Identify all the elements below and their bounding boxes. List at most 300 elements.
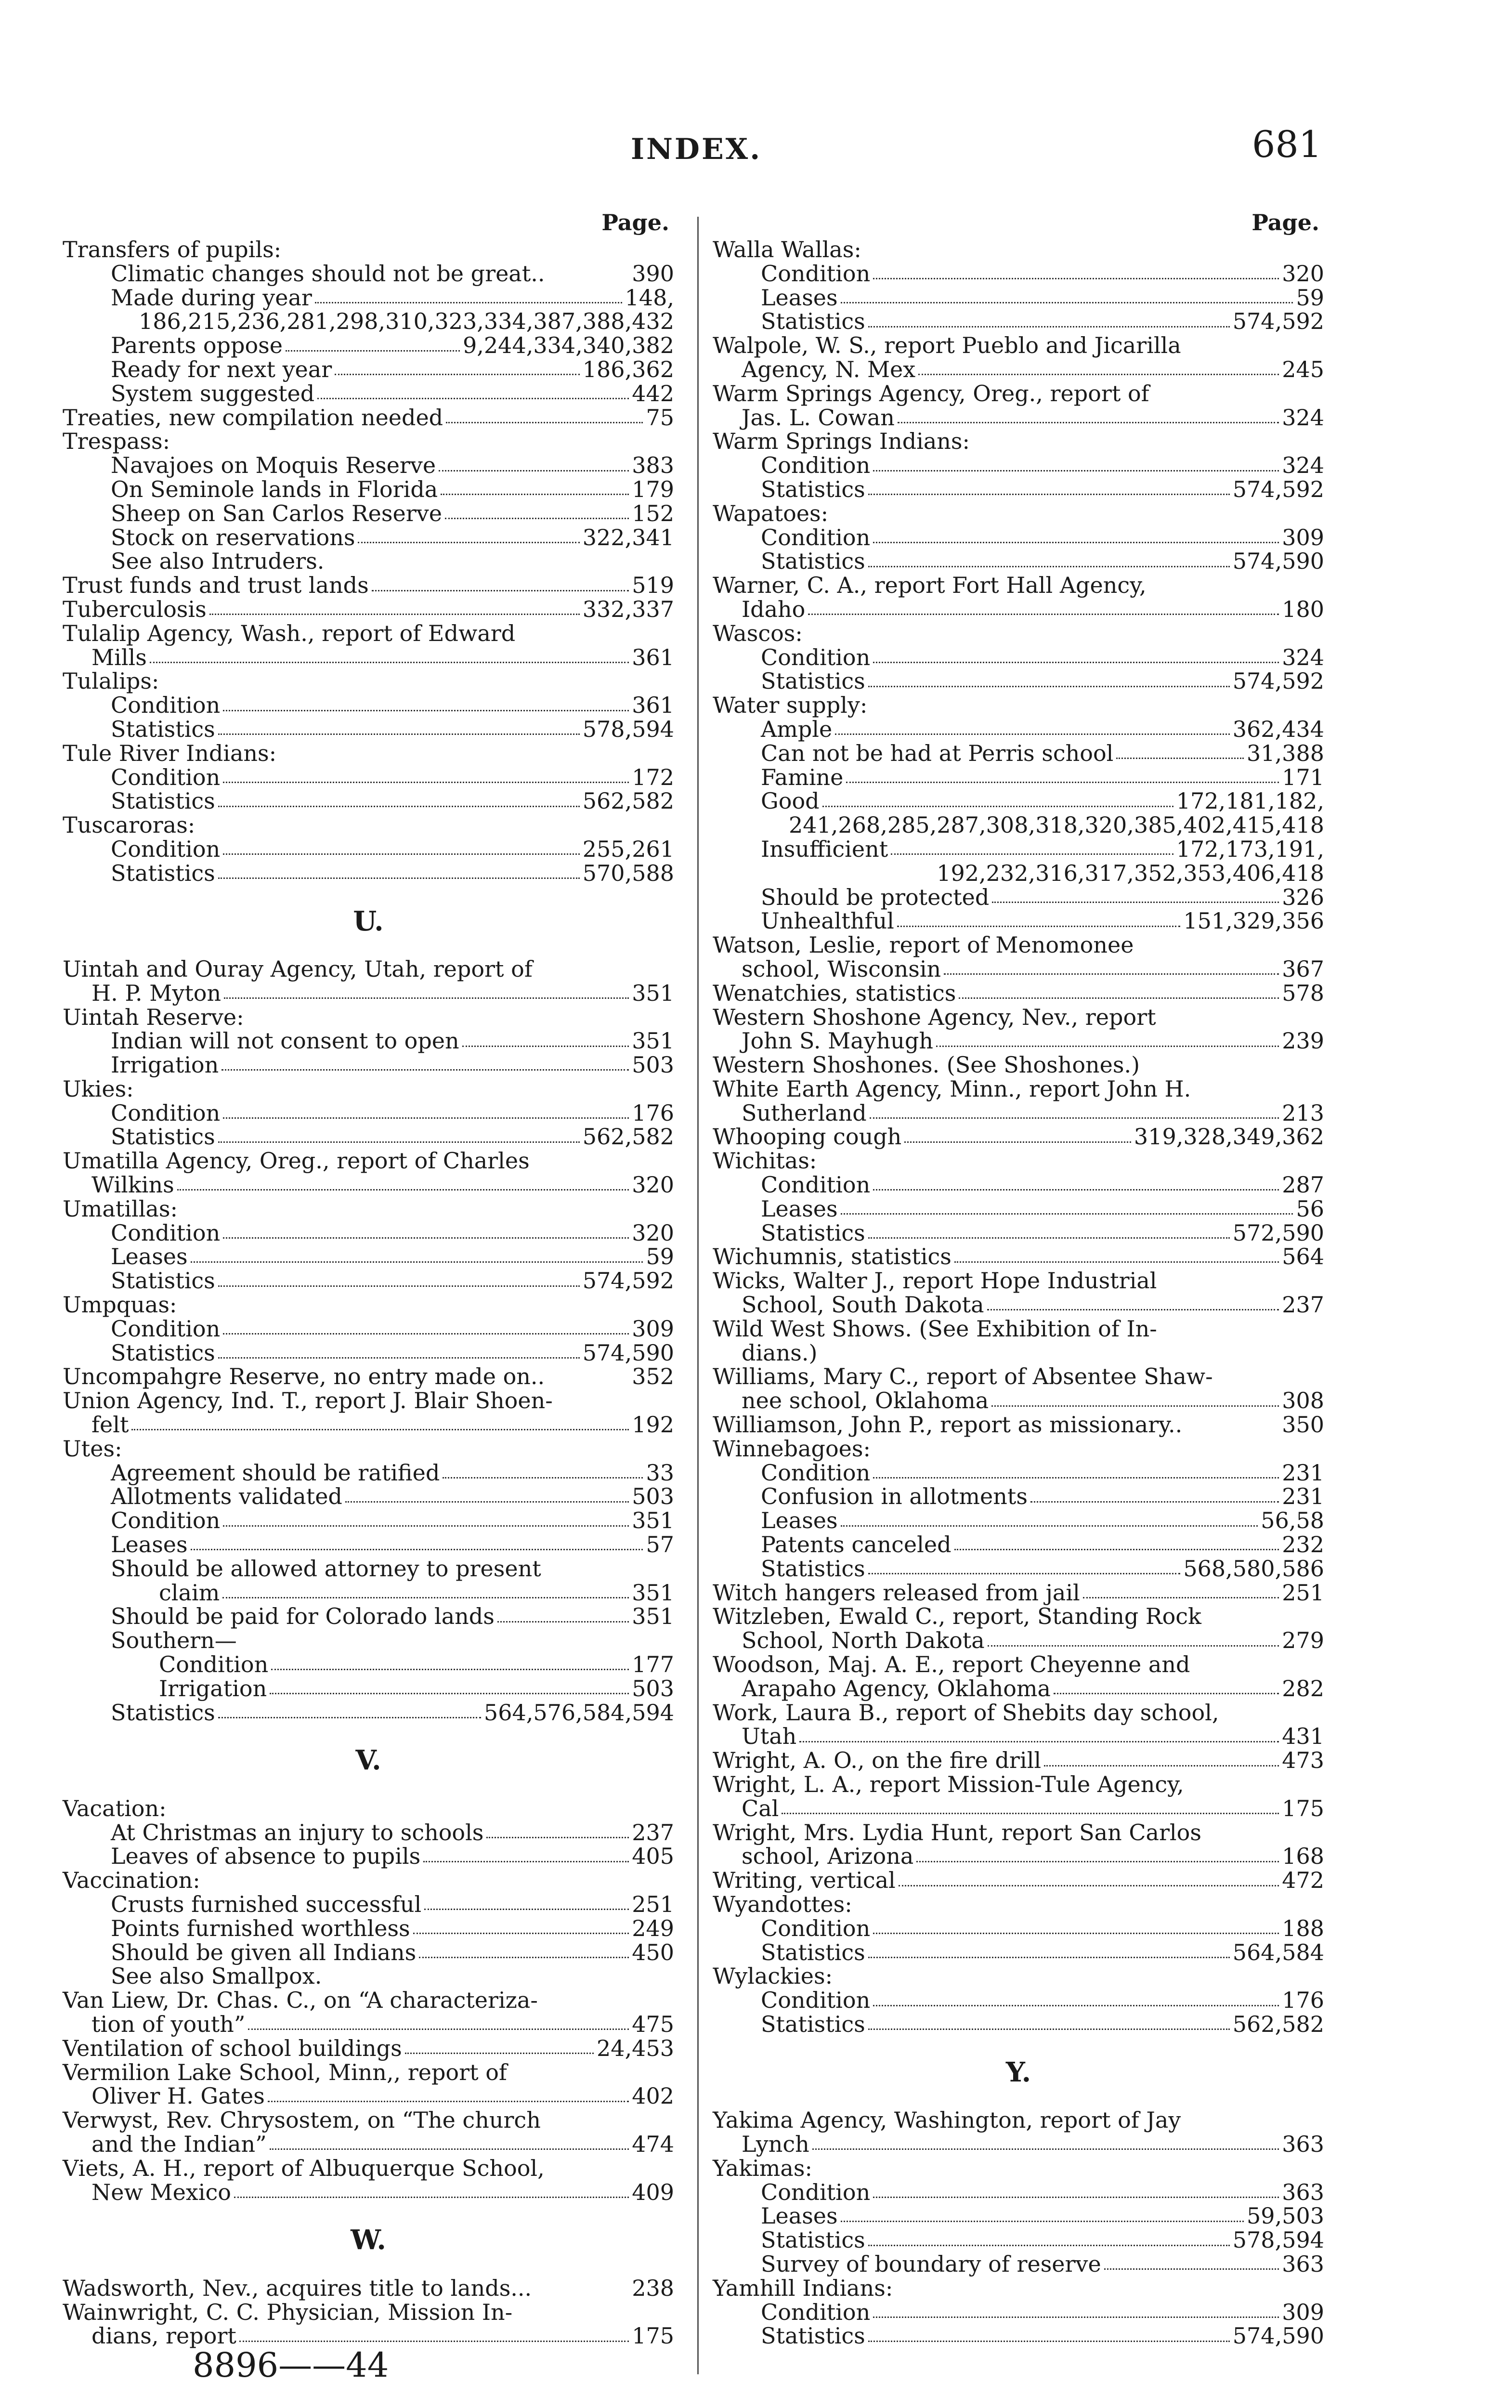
section-heading: Y. xyxy=(1005,2056,1031,2088)
entry-text: Yamhill Indians: xyxy=(713,2275,893,2301)
page-reference: 231 xyxy=(1282,1459,1324,1486)
dot-leader xyxy=(868,566,1230,567)
index-entry xyxy=(713,694,1324,718)
index-entry xyxy=(63,598,674,622)
dot-leader xyxy=(835,733,1230,735)
entry-text: Condition xyxy=(761,1459,871,1486)
index-subentry xyxy=(713,1557,1324,1581)
dot-leader xyxy=(954,1549,1279,1550)
entry-text: Ukies: xyxy=(63,1075,134,1102)
page-reference: 213 xyxy=(1282,1099,1324,1126)
dot-leader xyxy=(1104,2268,1279,2270)
entry-text: Walla Wallas: xyxy=(713,236,861,262)
page-reference: 578 xyxy=(1282,980,1324,1006)
dot-leader xyxy=(918,374,1279,375)
page-reference: 562,582 xyxy=(582,788,674,814)
entry-text: Treaties, new compilation needed xyxy=(63,404,443,431)
index-subsubentry xyxy=(63,1653,674,1677)
index-entry xyxy=(713,1413,1324,1437)
page-reference: 361 xyxy=(632,644,674,670)
page-reference: 351 xyxy=(632,1028,674,1054)
entry-text: Should be protected xyxy=(761,884,990,910)
page-reference: 363 xyxy=(1282,2251,1324,2277)
page-reference: 320 xyxy=(632,1219,674,1246)
dot-leader xyxy=(423,1861,629,1862)
index-entry xyxy=(713,933,1324,957)
dot-leader xyxy=(223,853,580,855)
page-reference: 362,434 xyxy=(1232,716,1324,742)
index-subentry xyxy=(713,1173,1324,1197)
entry-text: Wyandottes: xyxy=(713,1891,852,1917)
index-subentry xyxy=(63,862,674,886)
entry-text: Trust funds and trust lands xyxy=(63,572,369,599)
page-reference: 361 xyxy=(632,692,674,719)
entry-text: Agreement should be ratified xyxy=(111,1459,440,1486)
page-reference: 473 xyxy=(1282,1747,1324,1774)
entry-text: White Earth Agency, Minn., report John H. xyxy=(713,1075,1191,1102)
entry-text: Western Shoshones. (See Shoshones.) xyxy=(713,1052,1140,1078)
dot-leader xyxy=(868,2341,1230,2342)
page-reference: 383 xyxy=(632,452,674,479)
dot-leader xyxy=(223,1333,629,1335)
index-subentry xyxy=(63,1461,674,1485)
index-subentry xyxy=(713,286,1324,310)
index-entry-continuation xyxy=(713,406,1324,430)
index-subentry xyxy=(63,694,674,718)
page-reference: 231 xyxy=(1282,1483,1324,1510)
index-entry xyxy=(63,1989,674,2013)
dot-leader xyxy=(271,1669,629,1670)
index-entry xyxy=(713,502,1324,526)
index-subentry xyxy=(63,1701,674,1725)
index-entry xyxy=(63,406,674,430)
entry-text: Viets, A. H., report of Albuquerque School, xyxy=(63,2155,545,2181)
page-reference: 56,58 xyxy=(1261,1507,1324,1534)
dot-leader xyxy=(497,1621,629,1623)
dot-leader xyxy=(868,1573,1181,1574)
dot-leader xyxy=(315,302,622,303)
dot-leader xyxy=(841,1525,1258,1527)
dot-leader xyxy=(898,422,1279,423)
page-reference: 59 xyxy=(646,1243,674,1270)
index-entry xyxy=(713,2277,1324,2301)
entry-text: Yakima Agency, Washington, report of Jay xyxy=(713,2107,1181,2133)
entry-text: Crusts furnished successful xyxy=(111,1891,422,1917)
entry-text: dians, report xyxy=(91,2323,236,2349)
page-reference: 186,362 xyxy=(582,356,674,382)
dot-leader xyxy=(218,806,580,807)
dot-leader xyxy=(223,1117,629,1119)
entry-text: Umpquas: xyxy=(63,1292,177,1318)
dot-leader xyxy=(873,2197,1279,2198)
index-column-left xyxy=(63,207,674,2348)
index-subentry xyxy=(63,1509,674,1533)
page-reference: 450 xyxy=(632,1939,674,1965)
index-entry-continuation xyxy=(63,2013,674,2037)
index-entry xyxy=(713,1893,1324,1917)
entry-text: Statistics xyxy=(111,1124,215,1150)
page-reference: 574,592 xyxy=(582,1268,674,1294)
entry-text: Tuberculosis xyxy=(63,596,207,622)
dot-leader xyxy=(131,1429,629,1430)
dot-leader xyxy=(419,1957,629,1958)
page-reference: 578,594 xyxy=(1232,2227,1324,2253)
index-subentry xyxy=(713,262,1324,286)
dot-leader xyxy=(944,973,1279,975)
index-subentry xyxy=(713,718,1324,742)
index-entry xyxy=(713,1006,1324,1030)
page-reference: 322,341 xyxy=(582,524,674,550)
entry-text: Warm Springs Indians: xyxy=(713,428,970,455)
page-reference: 574,592 xyxy=(1232,308,1324,335)
entry-text: Condition xyxy=(761,452,871,479)
dot-leader xyxy=(954,1261,1279,1263)
index-entry xyxy=(63,742,674,766)
page-reference: 232 xyxy=(1282,1531,1324,1558)
entry-text: Wainwright, C. C. Physician, Mission In- xyxy=(63,2299,513,2325)
entry-text: Leases xyxy=(761,284,838,311)
index-entry xyxy=(63,430,674,454)
index-entry-continuation xyxy=(63,2324,674,2348)
page-reference: 176 xyxy=(632,1099,674,1126)
dot-leader xyxy=(223,1237,629,1239)
page-reference: 352 xyxy=(632,1363,674,1390)
index-entry xyxy=(63,957,674,982)
entry-text: felt xyxy=(91,1412,129,1438)
index-entry xyxy=(713,1077,1324,1101)
dot-leader xyxy=(443,1477,643,1479)
page-reference: 472 xyxy=(1282,1867,1324,1894)
index-entry xyxy=(713,1269,1324,1293)
dot-leader xyxy=(841,2221,1244,2222)
page-reference: 402 xyxy=(632,2083,674,2109)
entry-text: Wicks, Walter J., report Hope Industrial xyxy=(713,1268,1157,1294)
entry-text: Wild West Shows. (See Exhibition of In- xyxy=(713,1315,1157,1342)
page-reference: 309 xyxy=(1282,2299,1324,2325)
entry-text: Uncompahgre Reserve, no entry made on.. xyxy=(63,1363,545,1390)
entry-text: Union Agency, Ind. T., report J. Blair Shoen- xyxy=(63,1387,553,1414)
entry-text: Should be allowed attorney to present xyxy=(111,1555,541,1582)
entry-text: Wadsworth, Nev., acquires title to lands... xyxy=(63,2275,532,2301)
page-reference: 31,388 xyxy=(1247,740,1324,766)
entry-text: Williamson, John P., report as missionary.. xyxy=(713,1412,1183,1438)
index-entry xyxy=(63,1437,674,1461)
page-reference: 442 xyxy=(632,380,674,406)
entry-text: Watson, Leslie, report of Menomonee xyxy=(713,932,1134,958)
index-entry xyxy=(713,622,1324,646)
entry-text: Leases xyxy=(761,1507,838,1534)
dot-leader xyxy=(424,1909,629,1910)
page-reference: 351 xyxy=(632,1603,674,1630)
entry-text: school, Arizona xyxy=(742,1843,914,1870)
dot-leader xyxy=(317,398,629,399)
dot-leader xyxy=(218,733,580,735)
page-reference: 574,590 xyxy=(1232,2323,1324,2349)
index-entry xyxy=(63,238,674,262)
page-reference: 238 xyxy=(632,2275,674,2301)
entry-text: On Seminole lands in Florida xyxy=(111,476,438,502)
page-reference: 151,329,356 xyxy=(1183,908,1324,934)
entry-text: Warner, C. A., report Fort Hall Agency, xyxy=(713,572,1147,599)
entry-text: Condition xyxy=(111,836,221,862)
entry-text: Uintah Reserve: xyxy=(63,1004,244,1030)
index-entry-continuation xyxy=(713,1629,1324,1653)
index-entry xyxy=(713,1317,1324,1341)
dot-leader xyxy=(891,853,1173,855)
dot-leader xyxy=(234,2197,629,2198)
entry-text: Utes: xyxy=(63,1435,122,1462)
index-subentry xyxy=(63,262,674,286)
entry-text: Trespass: xyxy=(63,428,170,455)
entry-text: Utah xyxy=(742,1723,797,1750)
dot-leader xyxy=(846,782,1279,783)
page-list-continuation xyxy=(713,813,1324,838)
dot-leader xyxy=(916,1861,1279,1862)
index-entry-continuation xyxy=(63,2133,674,2157)
index-entry xyxy=(713,334,1324,358)
index-subentry xyxy=(63,502,674,526)
entry-text: See also Smallpox. xyxy=(111,1963,322,1989)
entry-text: Famine xyxy=(761,764,844,790)
entry-text: Condition xyxy=(761,2179,871,2205)
dot-leader xyxy=(897,926,1180,927)
entry-text: school, Wisconsin xyxy=(742,955,941,982)
page-reference: 237 xyxy=(1282,1292,1324,1318)
entry-text: Wright, A. O., on the fire drill xyxy=(713,1747,1042,1774)
dot-leader xyxy=(270,2148,629,2150)
page-reference: 251 xyxy=(632,1891,674,1917)
entry-text: Statistics xyxy=(761,1555,865,1582)
page-reference: 503 xyxy=(632,1675,674,1701)
dot-leader xyxy=(486,1837,629,1838)
dot-leader xyxy=(1083,1597,1279,1598)
entry-text: Statistics xyxy=(761,2011,865,2037)
index-subentry xyxy=(63,1893,674,1917)
index-entry-continuation xyxy=(713,1101,1324,1125)
index-subentry xyxy=(63,478,674,502)
entry-text: Climatic changes should not be great.. xyxy=(111,260,545,287)
dot-leader xyxy=(987,1309,1279,1310)
entry-text: Leaves of absence to pupils xyxy=(111,1843,421,1870)
entry-text: Leases xyxy=(111,1243,188,1270)
index-entry xyxy=(713,1053,1324,1077)
dot-leader xyxy=(868,2245,1230,2246)
page-reference: 320 xyxy=(632,1172,674,1198)
page-reference: 57 xyxy=(646,1531,674,1558)
page-reference: 180 xyxy=(1282,596,1324,622)
page-reference: 177 xyxy=(632,1651,674,1678)
page-reference: 474 xyxy=(632,2131,674,2157)
index-subentry xyxy=(63,1964,674,1989)
dot-leader xyxy=(899,1885,1279,1886)
entry-text: See also Intruders. xyxy=(111,548,325,575)
page-reference: 405 xyxy=(632,1843,674,1870)
index-subentry xyxy=(713,1485,1324,1509)
entry-text: Navajoes on Moquis Reserve xyxy=(111,452,436,479)
index-entry xyxy=(713,1653,1324,1677)
index-entry xyxy=(63,1389,674,1413)
entry-text: Ready for next year xyxy=(111,356,332,382)
page-reference: 363 xyxy=(1282,2179,1324,2205)
index-entry xyxy=(63,1077,674,1101)
page-reference: 562,582 xyxy=(1232,2011,1324,2037)
page-reference: 519 xyxy=(632,572,674,599)
page-reference: 255,261 xyxy=(582,836,674,862)
index-subentry xyxy=(63,1125,674,1149)
dot-leader xyxy=(988,1645,1279,1647)
page-reference: 287 xyxy=(1282,1172,1324,1198)
index-entry xyxy=(63,1797,674,1821)
index-subentry xyxy=(63,1269,674,1293)
index-subentry xyxy=(713,454,1324,478)
page-reference: 176 xyxy=(1282,1987,1324,2014)
index-entry xyxy=(63,813,674,838)
entry-text: Leases xyxy=(111,1531,188,1558)
index-subentry xyxy=(713,669,1324,694)
signature-mark xyxy=(193,2345,389,2385)
entry-text: Condition xyxy=(761,1987,871,2014)
dot-leader xyxy=(873,1477,1279,1479)
index-subentry xyxy=(63,358,674,382)
index-entry xyxy=(713,1125,1324,1149)
dot-leader xyxy=(868,1237,1230,1239)
dot-leader xyxy=(841,1213,1293,1215)
entry-text: Sheep on San Carlos Reserve xyxy=(111,500,442,526)
index-subentry xyxy=(63,1821,674,1845)
index-subentry xyxy=(63,1557,674,1581)
entry-text: Condition xyxy=(111,764,221,790)
page-reference: 574,592 xyxy=(1232,476,1324,502)
page-reference: 578,594 xyxy=(582,716,674,742)
index-subentry xyxy=(713,478,1324,502)
entry-text: dians.) xyxy=(742,1339,818,1366)
page-reference: 324 xyxy=(1282,404,1324,431)
entry-text: Condition xyxy=(111,1219,221,1246)
page-reference: 59 xyxy=(1296,284,1324,311)
index-entry xyxy=(63,2037,674,2061)
index-subentry xyxy=(713,310,1324,334)
entry-text: Allotments validated xyxy=(111,1483,342,1510)
entry-text: Statistics xyxy=(111,788,215,814)
entry-text: Vaccination: xyxy=(63,1867,200,1894)
index-entry xyxy=(713,1437,1324,1461)
index-entry xyxy=(63,1365,674,1389)
entry-text: Southern— xyxy=(111,1627,237,1654)
dot-leader xyxy=(868,494,1230,495)
entry-text: Winnebagoes: xyxy=(713,1435,871,1462)
entry-text: Insufficient xyxy=(761,836,888,862)
page-reference: 351 xyxy=(632,1579,674,1606)
entry-text: Leases xyxy=(761,1195,838,1222)
index-entry xyxy=(713,430,1324,454)
index-subentry xyxy=(713,1989,1324,2013)
section-heading: W. xyxy=(351,2224,386,2256)
page-reference: 148, xyxy=(625,284,674,311)
index-subentry xyxy=(63,454,674,478)
entry-text: Woodson, Maj. A. E., report Cheyenne and xyxy=(713,1651,1190,1678)
entry-text: Condition xyxy=(111,1099,221,1126)
entry-text: Wylackies: xyxy=(713,1963,833,1989)
entry-text: Agency, N. Mex xyxy=(742,356,916,382)
page-reference: 239 xyxy=(1282,1028,1324,1054)
entry-text: Statistics xyxy=(761,308,865,335)
index-entry xyxy=(713,382,1324,406)
index-entry xyxy=(713,1749,1324,1773)
index-entry-continuation xyxy=(63,2181,674,2205)
entry-text: At Christmas an injury to schools xyxy=(111,1819,484,1845)
dot-leader xyxy=(439,470,629,471)
index-entry-continuation xyxy=(713,1725,1324,1749)
entry-text: System suggested xyxy=(111,380,315,406)
entry-text: Verwyst, Rev. Chrysostem, on “The church xyxy=(63,2107,541,2133)
index-entry xyxy=(63,1869,674,1893)
entry-text: Good xyxy=(761,788,820,814)
index-subentry xyxy=(713,2181,1324,2205)
entry-text: Condition xyxy=(159,1651,269,1678)
entry-text: Water supply: xyxy=(713,692,868,719)
entry-text: claim xyxy=(159,1579,220,1606)
entry-text: Van Liew, Dr. Chas. C., on “A characteriza- xyxy=(63,1987,538,2014)
dot-leader xyxy=(873,662,1279,663)
entry-text: Can not be had at Perris school xyxy=(761,740,1114,766)
dot-leader xyxy=(441,494,629,495)
index-column-right xyxy=(713,207,1324,2348)
dot-leader xyxy=(445,518,629,519)
entry-text: Wright, L. A., report Mission-Tule Agency, xyxy=(713,1771,1184,1797)
index-entry-continuation xyxy=(713,1029,1324,1053)
page-reference: 332,337 xyxy=(582,596,674,622)
index-entry xyxy=(713,1149,1324,1173)
dot-leader xyxy=(218,1285,580,1287)
dot-leader xyxy=(991,1405,1279,1407)
index-subentry xyxy=(713,1533,1324,1557)
page-reference: 570,588 xyxy=(582,860,674,886)
dot-leader xyxy=(372,590,629,591)
index-subentry xyxy=(63,1941,674,1965)
dot-leader xyxy=(218,1141,580,1143)
entry-text: Whooping cough xyxy=(713,1124,902,1150)
page-reference: 324 xyxy=(1282,644,1324,670)
index-subentry xyxy=(713,789,1324,813)
entry-text: Statistics xyxy=(761,548,865,575)
index-entry xyxy=(63,1149,674,1173)
page-number: 681 xyxy=(1252,123,1322,166)
dot-leader xyxy=(177,1189,629,1191)
entry-text: Mills xyxy=(91,644,147,670)
entry-text: Condition xyxy=(761,1915,871,1941)
entry-text: School, South Dakota xyxy=(742,1292,984,1318)
dot-leader xyxy=(799,1741,1279,1742)
page-reference: 56 xyxy=(1296,1195,1324,1222)
dot-leader xyxy=(868,326,1230,327)
entry-text: Parents oppose xyxy=(111,332,283,359)
page-reference: 33 xyxy=(646,1459,674,1486)
entry-text: Western Shoshone Agency, Nev., report xyxy=(713,1004,1156,1030)
index-entry xyxy=(63,1197,674,1221)
index-subentry xyxy=(63,1917,674,1941)
entry-text: Survey of boundary of reserve xyxy=(761,2251,1101,2277)
index-subentry xyxy=(63,286,674,310)
index-entry xyxy=(63,574,674,598)
index-entry-continuation xyxy=(713,1341,1324,1365)
dot-leader xyxy=(462,1046,629,1047)
index-subentry xyxy=(713,2228,1324,2252)
entry-text: Lynch xyxy=(742,2131,809,2157)
entry-text: Condition xyxy=(761,524,871,550)
entry-text: Vermilion Lake School, Minn,, report of xyxy=(63,2059,507,2085)
entry-text: 186,215,236,281,298,310,323,334,387,388,432 xyxy=(138,308,674,335)
page-reference: 9,244,334,340,382 xyxy=(463,332,674,359)
